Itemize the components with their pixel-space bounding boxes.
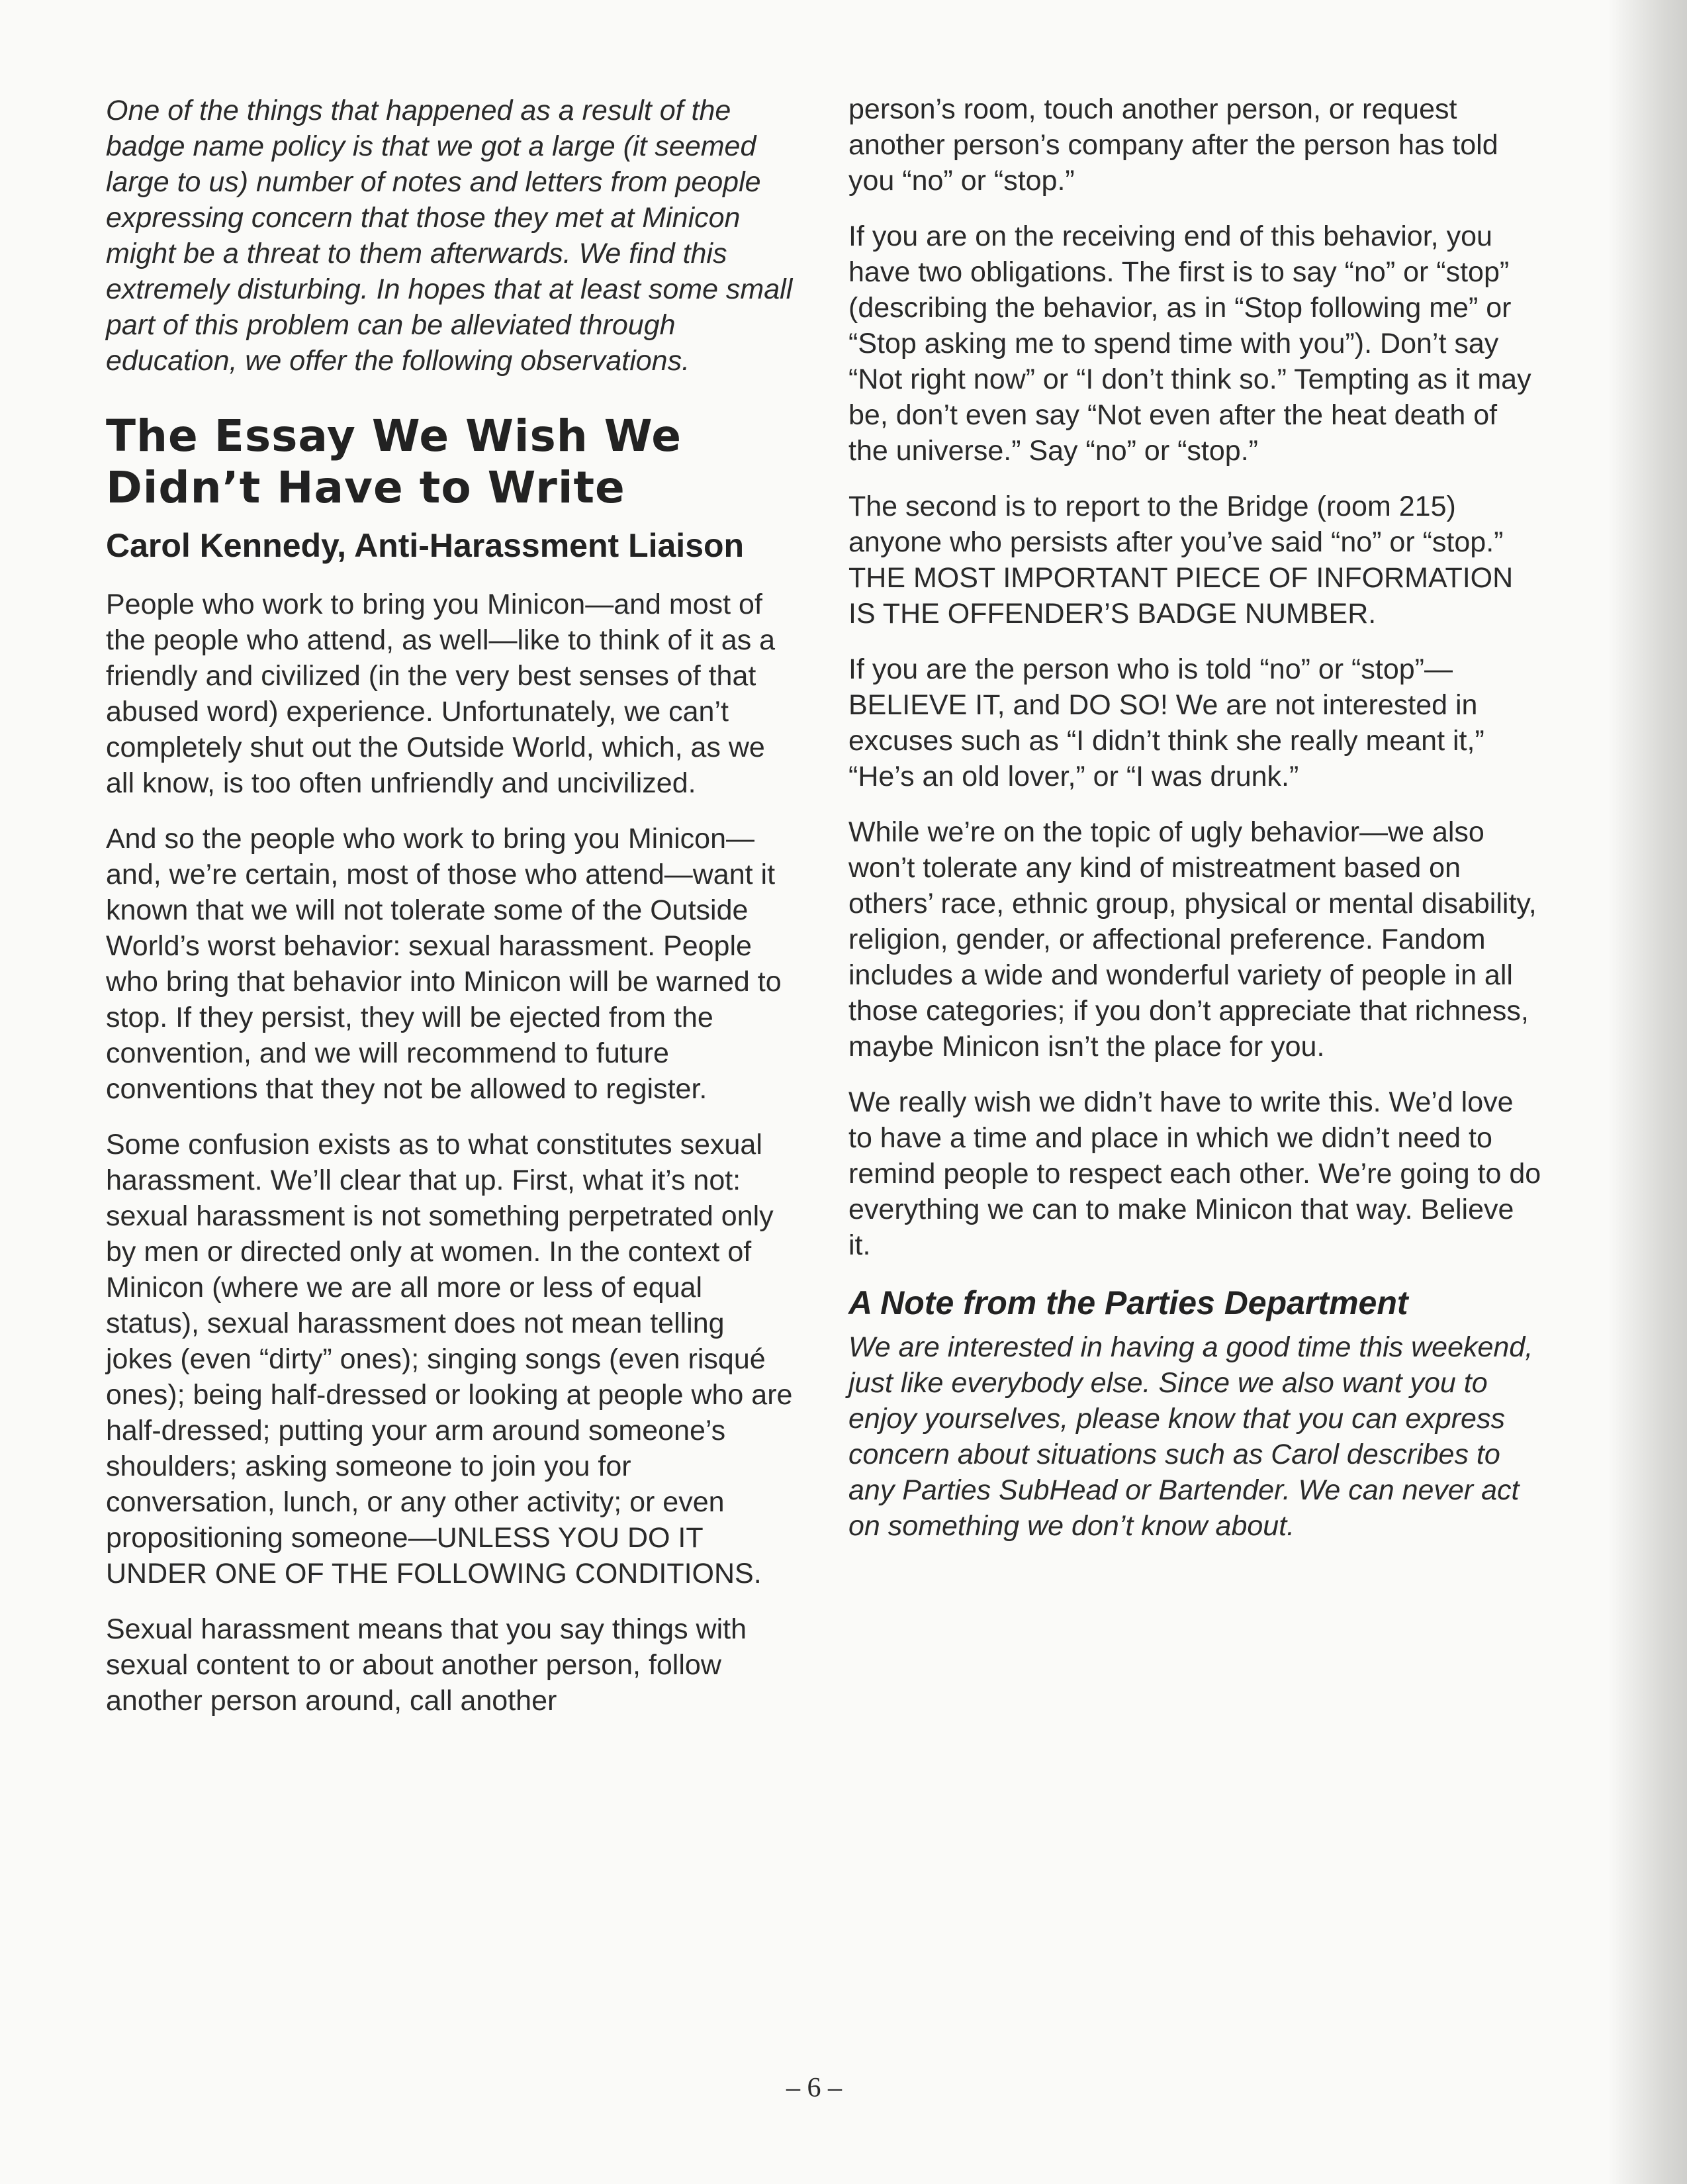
note-title: A Note from the Parties Department — [848, 1284, 1408, 1321]
essay-paragraph: Some confusion exists as to what constitutes sexual harassment. We’ll clear that up. First, what it’s not: sexual harassment is not something perpetrated only by men or directed only at women. In the context of Minicon (where we are all more or less of equal status), sexual harassment does not mean telling jokes (even “dirty” ones); singing songs (even risqué ones); being half-dressed or looking at people who are half-dressed; putting your arm around someone’s shoulders; asking someone to join you for conversation, lunch, or any other activity; or even propositioning someone—UNLESS YOU DO IT UNDER ONE OF THE FOLLOWING CONDITIONS. — [106, 1129, 793, 1590]
page-number: – 6 – — [786, 2073, 842, 2103]
essay-paragraph: If you are on the receiving end of this behavior, you have two obligations. The first is to say “no” or “stop” (describing the behavior, as in “Stop following me” or “Stop asking me to spend time with you”). Don’t say “Not right now” or “I don’t think so.” Tempting as it may be, don’t even say “Not even after the heat death of the universe.” Say “no” or “stop.” — [848, 220, 1531, 467]
essay-byline: Carol Kennedy, Anti-Harassment Liaison — [106, 527, 745, 564]
note-body: We are interested in having a good time this weekend, just like everybody else. Since we also want you to enjoy yourselves, please know that you can express concern about situations such as Carol describes to any Parties SubHead or Bartender. We can never act on something we don’t know about. — [848, 1331, 1533, 1542]
essay-paragraph: person’s room, touch another person, or request another person’s company after the person has told you “no” or “stop.” — [848, 93, 1498, 197]
intro-paragraph: One of the things that happened as a result of the badge name policy is that we got a large (it seemed large to us) number of notes and letters from people expressing concern that those they met at Minicon might be a threat to them afterwards. We find this extremely disturbing. In hopes that at least some small part of this problem can be alleviated through education, we offer the following observations. — [106, 95, 793, 377]
page-edge-shadow — [1608, 0, 1687, 2184]
essay-paragraph: And so the people who work to bring you Minicon—and, we’re certain, most of those who attend—want it known that we will not tolerate some of the Outside World’s worst behavior: sexual harassment. People who bring that behavior into Minicon will be warned to stop. If they persist, they will be ejected from the convention, and we will recommend to future conventions that they not be allowed to register. — [106, 823, 782, 1105]
essay-paragraph: We really wish we didn’t have to write this. We’d love to have a time and place in which we didn’t need to remind people to respect each other. We’re going to do everything we can to make Minicon that way. Believe it. — [848, 1086, 1541, 1261]
left-column — [106, 93, 794, 1738]
essay-title: The Essay We Wish We Didn’t Have to Write — [106, 410, 682, 513]
essay-paragraph: If you are the person who is told “no” or “stop”—BELIEVE IT, and DO SO! We are not interested in excuses such as “I didn’t think she really meant it,” “He’s an old lover,” or “I was drunk.” — [848, 653, 1484, 792]
essay-paragraph: While we’re on the topic of ugly behavior—we also won’t tolerate any kind of mistreatment based on others’ race, ethnic group, physical or mental disability, religion, gender, or affectional preference. Fandom includes a wide and wonderful variety of people in all those categories; if you don’t appreciate that richness, maybe Minicon isn’t the place for you. — [848, 816, 1537, 1063]
essay-paragraph: The second is to report to the Bridge (room 215) anyone who persists after you’ve said “no” or “stop.” THE MOST IMPORTANT PIECE OF INFORMATION IS THE OFFENDER’S BADGE NUMBER. — [848, 491, 1514, 630]
essay-paragraph: Sexual harassment means that you say things with sexual content to or about another person, follow another person around, call another — [106, 1613, 747, 1717]
right-column — [848, 91, 1543, 1564]
essay-paragraph: People who work to bring you Minicon—and most of the people who attend, as well—like to think of it as a friendly and civilized (in the very best senses of that abused word) experience. Unfortunately, we can’t completely shut out the Outside World, which, as we all know, is too often unfriendly and uncivilized. — [106, 589, 776, 799]
